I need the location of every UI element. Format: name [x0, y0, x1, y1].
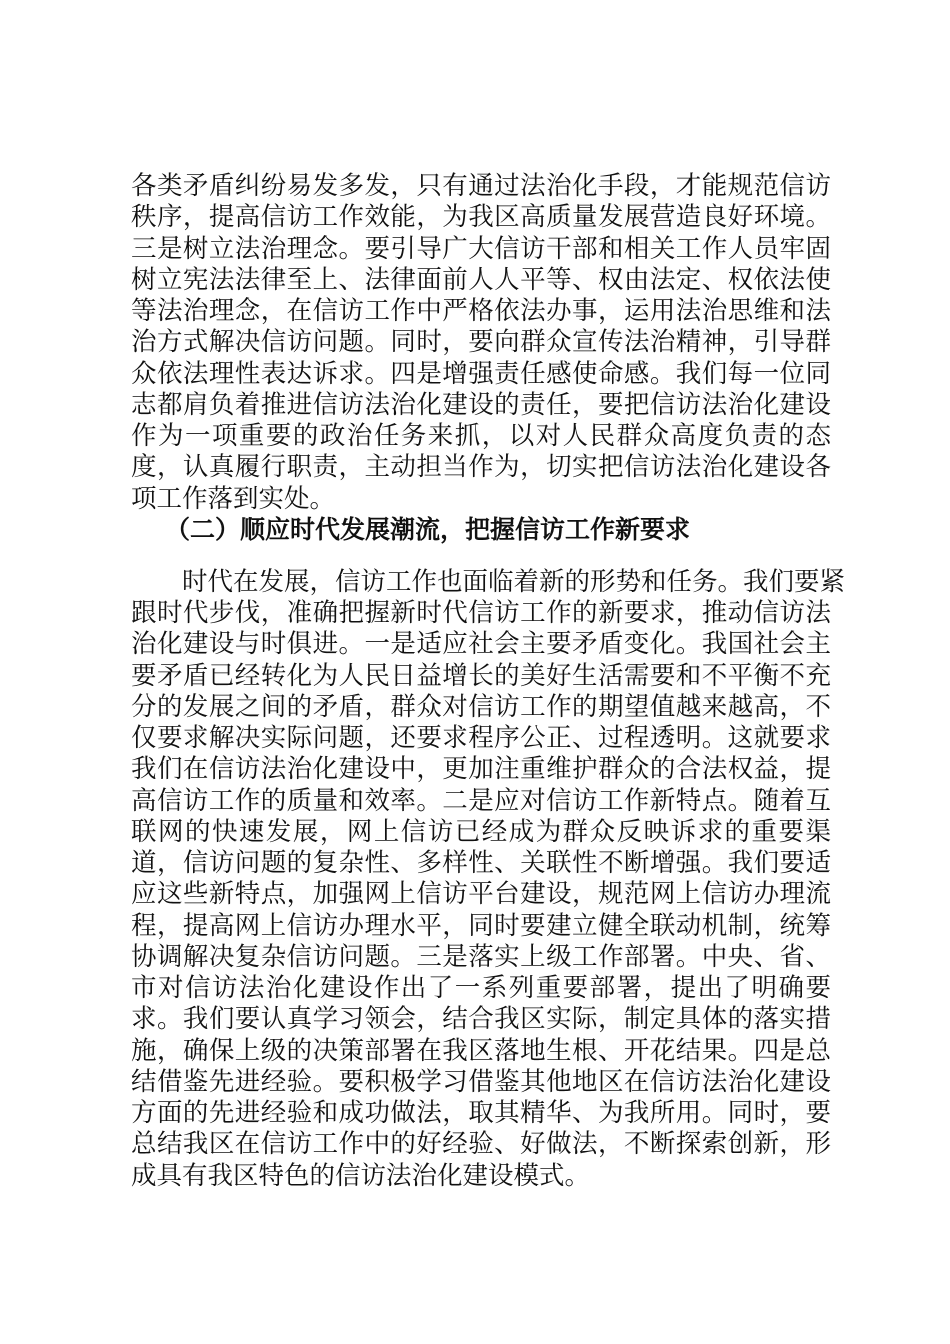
section-heading: （二）顺应时代发展潮流，把握信访工作新要求	[165, 515, 691, 544]
paragraph-line: 项工作落到实处。	[131, 484, 336, 514]
paragraph-line: 各类矛盾纠纷易发多发，只有通过法治化手段，才能规范信访	[131, 171, 831, 201]
paragraph-line: 分的发展之间的矛盾，群众对信访工作的期望值越来越高，不	[131, 692, 831, 722]
paragraph-line: 求。我们要认真学习领会，结合我区实际，制定具体的落实措	[131, 1004, 831, 1034]
paragraph-line: 结借鉴先进经验。要积极学习借鉴其他地区在信访法治化建设	[131, 1067, 831, 1097]
paragraph-line: 跟时代步伐，准确把握新时代信访工作的新要求，推动信访法	[131, 598, 831, 628]
paragraph-line: 三是树立法治理念。要引导广大信访干部和相关工作人员牢固	[131, 234, 831, 264]
paragraph-line: 治化建设与时俱进。一是适应社会主要矛盾变化。我国社会主	[131, 629, 831, 659]
paragraph-line: 道，信访问题的复杂性、多样性、关联性不断增强。我们要适	[131, 848, 831, 878]
paragraph-line: 我们在信访法治化建设中，更加注重维护群众的合法权益，提	[131, 754, 831, 784]
paragraph-line: 秩序，提高信访工作效能，为我区高质量发展营造良好环境。	[131, 202, 831, 232]
paragraph-line: 方面的先进经验和成功做法，取其精华、为我所用。同时，要	[131, 1098, 831, 1128]
paragraph-line: 众依法理性表达诉求。四是增强责任感使命感。我们每一位同	[131, 359, 831, 389]
paragraph-line: 施，确保上级的决策部署在我区落地生根、开花结果。四是总	[131, 1036, 831, 1066]
paragraph-line: 要矛盾已经转化为人民日益增长的美好生活需要和不平衡不充	[131, 661, 831, 691]
paragraph-line: 协调解决复杂信访问题。三是落实上级工作部署。中央、省、	[131, 942, 831, 972]
paragraph-line: 程，提高网上信访办理水平，同时要建立健全联动机制，统筹	[131, 911, 831, 941]
paragraph-line: 志都肩负着推进信访法治化建设的责任，要把信访法治化建设	[131, 390, 831, 420]
paragraph-line: 市对信访法治化建设作出了一系列重要部署，提出了明确要	[131, 973, 831, 1003]
paragraph-line: 联网的快速发展，网上信访已经成为群众反映诉求的重要渠	[131, 817, 831, 847]
paragraph-line: 树立宪法法律至上、法律面前人人平等、权由法定、权依法使	[131, 265, 831, 295]
paragraph-line: 作为一项重要的政治任务来抓，以对人民群众高度负责的态	[131, 421, 831, 451]
paragraph-line: 仅要求解决实际问题，还要求程序公正、过程透明。这就要求	[131, 723, 831, 753]
paragraph-line: 应这些新特点，加强网上信访平台建设，规范网上信访办理流	[131, 879, 831, 909]
paragraph-line: 成具有我区特色的信访法治化建设模式。	[131, 1161, 591, 1191]
paragraph-line: 治方式解决信访问题。同时，要向群众宣传法治精神，引导群	[131, 327, 831, 357]
paragraph-line: 等法治理念，在信访工作中严格依法办事，运用法治思维和法	[131, 296, 831, 326]
paragraph-line: 高信访工作的质量和效率。二是应对信访工作新特点。随着互	[131, 786, 831, 816]
paragraph-line: 总结我区在信访工作中的好经验、好做法，不断探索创新，形	[131, 1129, 831, 1159]
paragraph-line: 时代在发展，信访工作也面临着新的形势和任务。我们要紧	[182, 567, 846, 597]
paragraph-line: 度，认真履行职责，主动担当作为，切实把信访法治化建设各	[131, 452, 831, 482]
